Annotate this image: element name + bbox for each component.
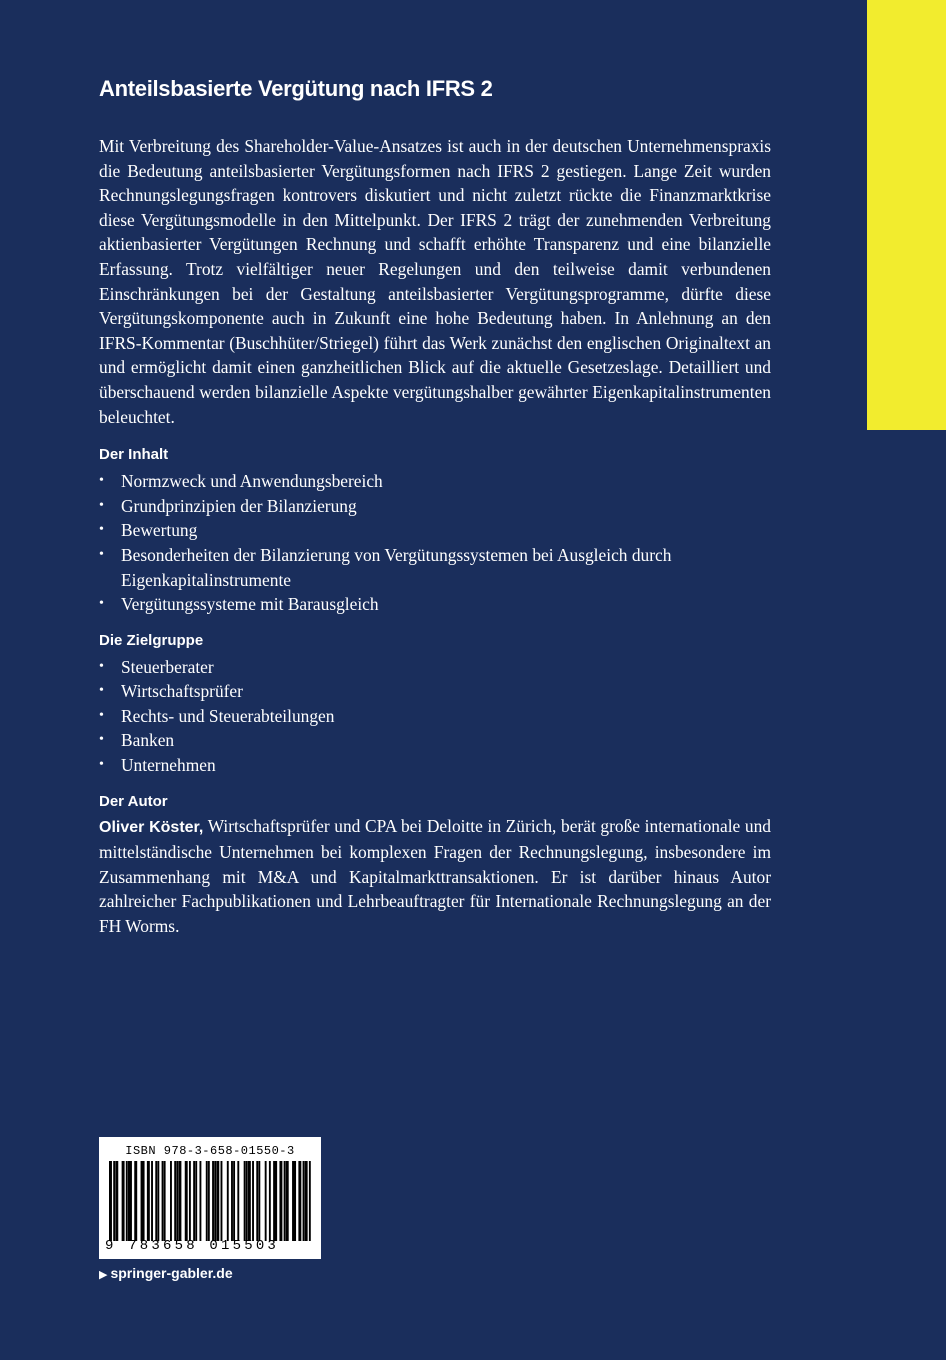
book-title: Anteilsbasierte Vergütung nach IFRS 2 <box>99 76 493 101</box>
barcode-bar <box>244 1161 246 1241</box>
barcode-bar <box>212 1161 214 1241</box>
barcode-bar <box>256 1161 258 1241</box>
barcode-bar <box>189 1161 191 1241</box>
barcode-bar <box>109 1161 112 1241</box>
author-heading: Der Autor <box>99 792 168 810</box>
barcode-bar <box>275 1161 277 1241</box>
author-name: Oliver Köster, <box>99 818 204 836</box>
barcode-bar <box>269 1161 271 1241</box>
barcode-bar <box>155 1161 157 1241</box>
barcode-bar <box>227 1161 229 1241</box>
barcode-bar <box>174 1161 176 1241</box>
barcode-bar <box>115 1161 118 1241</box>
contents-heading: Der Inhalt <box>99 446 169 464</box>
barcode-bar <box>246 1161 248 1241</box>
ean-digits: 9 783658 015503 <box>105 1238 280 1254</box>
barcode-bar <box>284 1161 286 1241</box>
author-bio: Wirtschaftsprüfer und CPA bei Deloitte in Zürich, berät große internationale und mittelständische Unternehmen bei komplexen Fragen der Rechnungslegung, insbesondere im Zusammenhang mit M&A und Kapitalmarkttransaktionen. Er ist darüber hinaus Autor zahlreicher Fachpublikationen und Lehrbeauftragter für Internationale Rechnungslegung an der FH Worms. <box>99 815 772 937</box>
accent-bar <box>867 0 946 430</box>
isbn-barcode-box <box>99 1137 321 1259</box>
barcode-bar <box>122 1161 125 1241</box>
barcode-bar <box>298 1161 301 1241</box>
barcode-bar <box>206 1161 208 1241</box>
barcode-bar <box>170 1161 172 1241</box>
barcode-bar <box>176 1161 178 1241</box>
author-paragraph <box>99 814 771 939</box>
contents-list <box>99 469 771 617</box>
intro-paragraph: Mit Verbreitung des Shareholder-Value-Ansatzes ist auch in der deutschen Unternehmenspraxis die Bedeutung anteilsbasierter Vergütungsformen nach IFRS 2 gestiegen. Lange Zeit wurden Rechnungslegungsfragen kontrovers diskutiert und nicht zuletzt rückte die Finanzmarktkrise diese Vergütungsmodelle in den Mittelpunkt. Der IFRS 2 trägt der zunehmenden Verbreitung aktienbasierter Vergütungen Rechnung und schafft erhöhte Transparenz und eine bilanzielle Erfassung. Trotz vielfältiger neuer Regelungen und den teilweise damit verbundenen Einschränkungen bei der Gestaltung anteilsbasierter Vergütungsprogramme, dürfte diese Vergütungskomponente auch in Zukunft eine hohe Bedeutung haben. In Anlehnung an den IFRS-Kommentar (Buschhüter/Striegel) führt das Werk zunächst den englischen Originaltext an und ermöglicht damit einen ganzheitlichen Blick auf die aktuelle Gesetzeslage. Detailliert und überschauend werden bilanzielle Aspekte vergütungshalber gewährter Eigenkapitalinstrumenten beleuchtet. <box>99 136 771 427</box>
barcode-bar <box>157 1161 159 1241</box>
barcode-bar <box>252 1161 254 1241</box>
barcode-bar <box>130 1161 132 1241</box>
target-group-list <box>99 655 771 778</box>
list-item: • Wirtschaftsprüfer <box>99 679 771 704</box>
list-item: • Normzweck und Anwendungsbereich <box>99 469 771 494</box>
list-item: • Unternehmen <box>99 753 771 778</box>
website-label: springer-gabler.de <box>110 1265 233 1281</box>
barcode-bar <box>147 1161 150 1241</box>
barcode-bar <box>216 1161 219 1241</box>
barcode-bar <box>185 1161 188 1241</box>
barcode-bar <box>208 1161 210 1241</box>
barcode-bar <box>151 1161 153 1241</box>
barcode-bar <box>258 1161 260 1241</box>
barcode-bar <box>113 1161 115 1241</box>
barcode-bar <box>294 1161 296 1241</box>
barcode-bar <box>195 1161 197 1241</box>
list-item: • Rechts- und Steuerabteilungen <box>99 704 771 729</box>
barcode-bar <box>248 1161 251 1241</box>
barcode-bar <box>126 1161 128 1241</box>
publisher-website[interactable] <box>99 1265 233 1281</box>
barcode-bar <box>305 1161 308 1241</box>
barcode-bar <box>214 1161 216 1241</box>
barcode-bar <box>231 1161 233 1241</box>
barcode-bar <box>233 1161 235 1241</box>
barcode-bar <box>265 1161 267 1241</box>
barcode-bar <box>143 1161 145 1241</box>
barcode-bar <box>221 1161 223 1241</box>
target-group-heading: Die Zielgruppe <box>99 631 204 649</box>
list-item: • Besonderheiten der Bilanzierung von Vergütungssystemen bei Ausgleich durch Eigenkapitalinstrumente <box>99 543 771 592</box>
barcode-bar <box>199 1161 201 1241</box>
barcode-bar <box>162 1161 164 1241</box>
barcode-bar <box>193 1161 195 1241</box>
barcode-bar <box>309 1161 311 1241</box>
list-item: • Steuerberater <box>99 655 771 680</box>
barcode-bar <box>286 1161 289 1241</box>
list-item: • Banken <box>99 728 771 753</box>
barcode-bar <box>303 1161 305 1241</box>
back-cover-content <box>99 72 771 939</box>
triangle-right-icon: ▶ <box>99 1269 108 1281</box>
isbn-label: ISBN 978-3-658-01550-3 <box>125 1144 295 1158</box>
list-item: • Grundprinzipien der Bilanzierung <box>99 494 771 519</box>
barcode-bar <box>134 1161 137 1241</box>
barcode-bar <box>178 1161 181 1241</box>
list-item: • Vergütungssysteme mit Barausgleich <box>99 592 771 617</box>
barcode-bar <box>279 1161 282 1241</box>
list-item: • Bewertung <box>99 518 771 543</box>
barcode-bar <box>164 1161 166 1241</box>
barcode-bar <box>237 1161 239 1241</box>
barcode-icon <box>109 1161 311 1241</box>
